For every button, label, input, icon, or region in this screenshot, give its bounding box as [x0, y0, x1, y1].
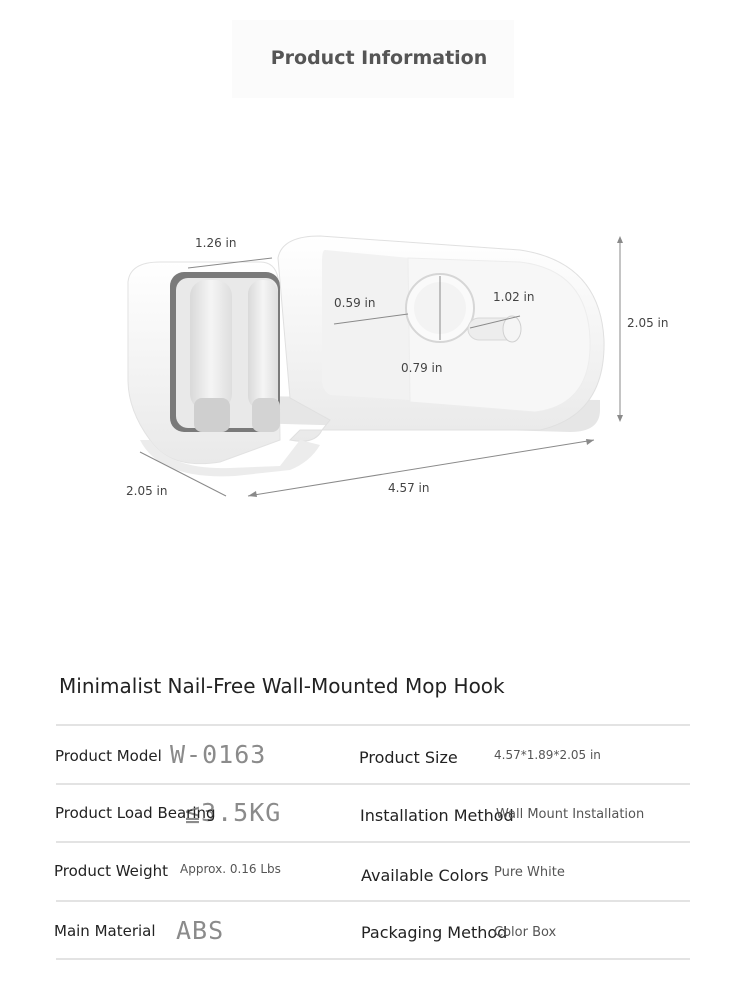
spec-value: Pure White: [494, 865, 565, 880]
spec-label: Product Load Bearing: [55, 804, 216, 822]
dim-depth: 2.05 in: [126, 484, 168, 498]
spec-value: Approx. 0.16 Lbs: [180, 862, 281, 876]
ghost-value: W-0163: [170, 740, 267, 769]
spec-value: Color Box: [494, 925, 557, 940]
spec-value: 4.57*1.89*2.05 in: [494, 748, 601, 762]
spec-label: Product Model: [55, 747, 162, 765]
divider: [56, 958, 690, 960]
spec-label: Product Weight: [54, 862, 168, 880]
dim-knob-diameter: 0.79 in: [401, 361, 443, 375]
page-title: Product Information: [270, 47, 488, 69]
divider: [56, 900, 690, 902]
divider: [56, 841, 690, 843]
dim-height: 2.05 in: [627, 316, 669, 330]
spec-label: Main Material: [54, 922, 156, 940]
spec-value: Wall Mount Installation: [496, 807, 645, 822]
divider: [56, 724, 690, 726]
dim-top-width: 1.26 in: [195, 236, 237, 250]
product-name: Minimalist Nail-Free Wall-Mounted Mop Hook: [59, 674, 505, 698]
spec-label: Product Size: [359, 748, 458, 767]
left-roller: [190, 280, 232, 410]
divider: [56, 783, 690, 785]
spec-label: Packaging Method: [361, 923, 508, 942]
ghost-value: ABS: [176, 916, 225, 945]
dim-hook-length: 1.02 in: [493, 290, 535, 304]
ghost-value: ≦3.5KG: [185, 798, 282, 827]
right-roller: [248, 280, 278, 410]
dim-hook-offset: 0.59 in: [334, 296, 376, 310]
spec-label: Installation Method: [360, 806, 514, 825]
dim-length: 4.57 in: [388, 481, 430, 495]
spec-label: Available Colors: [361, 866, 489, 885]
